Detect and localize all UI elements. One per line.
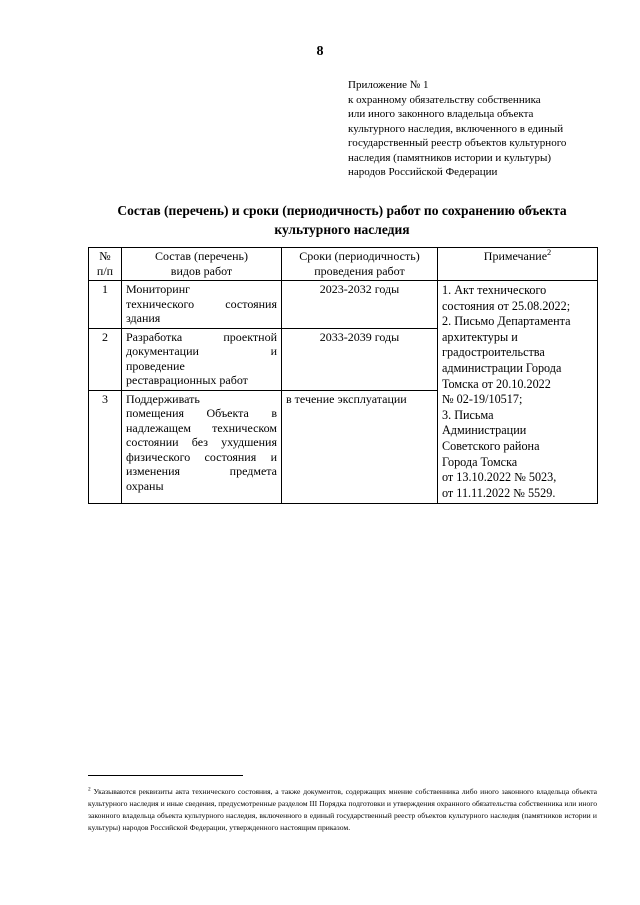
row-timing: 2033-2039 годы [282, 328, 438, 390]
header-composition: Состав (перечень) видов работ [122, 248, 282, 281]
page-number: 8 [316, 44, 324, 59]
document-title [100, 201, 584, 239]
appendix-line: культурного наследия, включенного в единый [348, 122, 564, 135]
table-row [89, 281, 598, 329]
header-timing: Сроки (периодичность) проведения работ [282, 248, 438, 281]
footnote-divider [88, 775, 243, 776]
footnote-marker: 2 [88, 786, 91, 793]
appendix-line: государственный реестр объектов культурного [348, 137, 567, 149]
appendix-line: или иного законного владельца объекта [348, 108, 534, 120]
row-composition: Мониторинг технического состояния здания [122, 281, 282, 329]
footnote-ref: 2 [547, 248, 552, 257]
row-timing: в течение эксплуатации [282, 390, 438, 504]
appendix-line: народов Российской Федерации [348, 166, 498, 178]
row-num: 2 [89, 328, 122, 390]
appendix-header [348, 78, 618, 180]
table-header-row [89, 248, 598, 281]
row-num: 1 [89, 281, 122, 329]
works-table [88, 247, 598, 504]
appendix-line: Приложение № 1 [348, 79, 429, 91]
footnote-text: Указываются реквизиты акта технического состояния, а также документов, содержащих мнение собственника либо иного законного владельца объекта культурного наследия и иные сведения, предусмотренные разделом III Порядка подготовки и утверждения охранного обязательства собственника или иного законного владельца объекта культурного наследия, включенного в единый государственный реестр объектов культурного наследия (памятников истории и культуры) народов Российской Федерации, утвержденного настоящим приказом. [88, 787, 597, 832]
row-num: 3 [89, 390, 122, 504]
footnote [88, 786, 597, 834]
title-line: культурного наследия [274, 222, 410, 237]
word: технического [126, 296, 195, 311]
header-note: Примечание$^2$ [438, 248, 598, 281]
row-composition: Поддерживать помещения Объекта в надлежащем техническом состоянии без ухудшения физического состояния и изменения предмета охраны [122, 390, 282, 504]
row-composition: Разработка проектной документации и проведение реставрационных работ [122, 328, 282, 390]
appendix-line: наследия (памятников истории и культуры) [348, 151, 552, 164]
note-cell: 1. Акт технического состояния от 25.08.2022; 2. Письмо Департамента архитектуры и градостроительства администрации Города Томска от 20.10.2022 № 02-19/10517; 3. Письма Администрации Советского района Города Томска от 13.10.2022 № 5023, от 11.11.2022 № 5529. [438, 281, 598, 504]
header-num: № п/п [89, 248, 122, 281]
word: состояния [225, 296, 277, 311]
appendix-line: к охранному обязательству собственника [348, 93, 541, 106]
title-line: Состав (перечень) и сроки (периодичность) работ по сохранению объекта [117, 203, 567, 218]
row-timing: 2023-2032 годы [282, 281, 438, 329]
